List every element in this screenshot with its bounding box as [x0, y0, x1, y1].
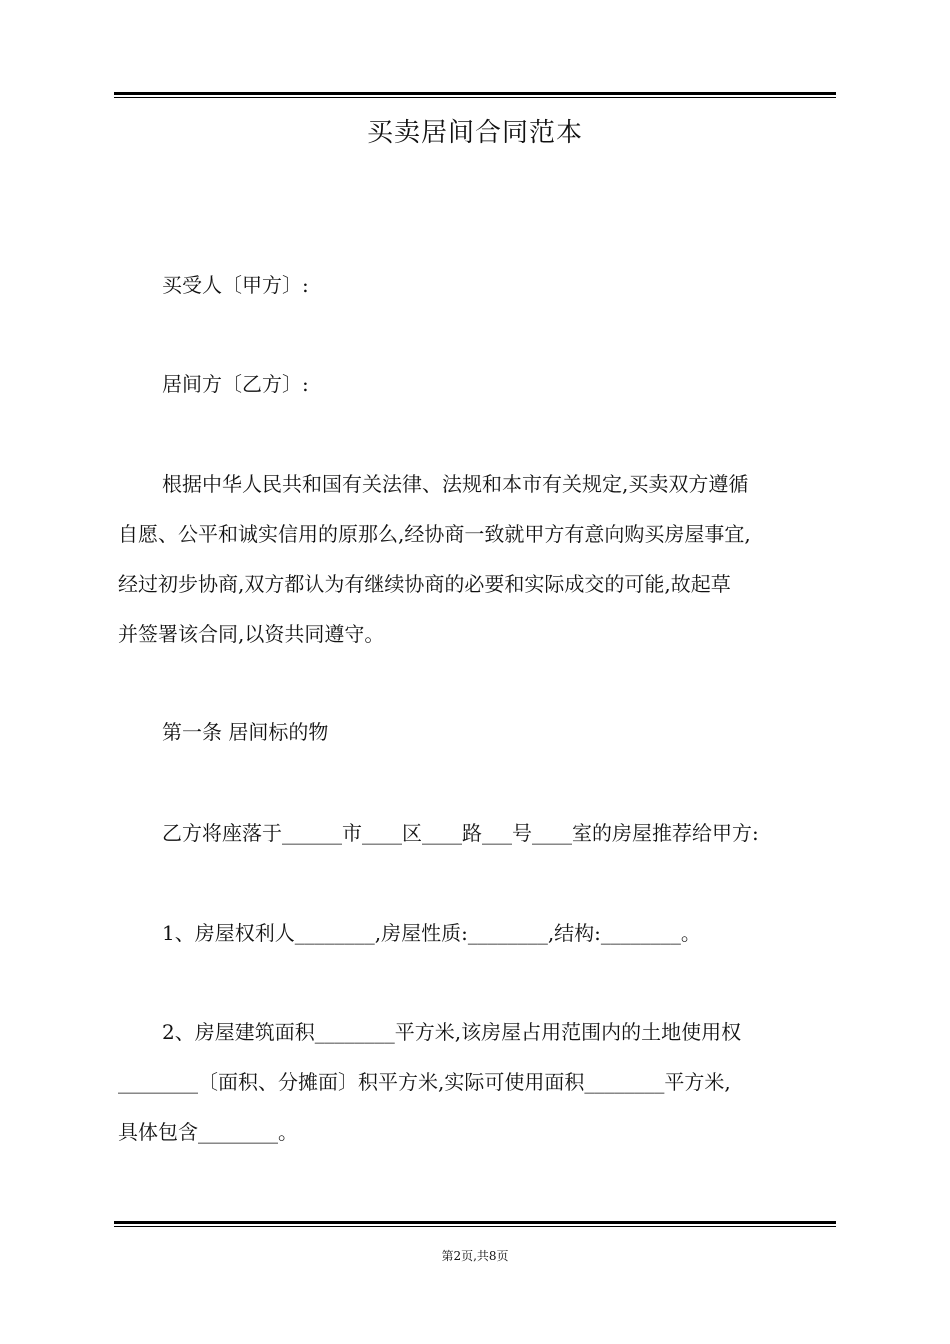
- header-divider: [114, 92, 836, 98]
- property-location-line: 乙方将座落于______市____区____路___号____室的房屋推荐给甲方:: [162, 821, 759, 845]
- document-title: 买卖居间合同范本: [366, 118, 583, 148]
- paragraph-line: 根据中华人民共和国有关法律、法规和本市有关规定,买卖双方遵循: [162, 472, 749, 496]
- paragraph-line: 2、房屋建筑面积________平方米,该房屋占用范围内的土地使用权: [162, 1020, 742, 1044]
- article-heading: 第一条 居间标的物: [162, 720, 329, 744]
- item-1-line: 1、房屋权利人________,房屋性质:________,结构:________。: [162, 921, 701, 945]
- footer-divider: [114, 1221, 836, 1227]
- page-number: 第2页,共8页: [441, 1249, 509, 1263]
- paragraph-line: 并签署该合同,以资共同遵守。: [118, 622, 385, 646]
- buyer-line: 买受人〔甲方〕:: [162, 273, 309, 297]
- paragraph-line: 自愿、公平和诚实信用的原那么,经协商一致就甲方有意向购买房屋事宜,: [118, 522, 751, 546]
- broker-line: 居间方〔乙方〕:: [162, 372, 309, 396]
- paragraph-line: 经过初步协商,双方都认为有继续协商的必要和实际成交的可能,故起草: [118, 572, 731, 596]
- paragraph-line: ________〔面积、分摊面〕积平方米,实际可使用面积________平方米,: [118, 1070, 731, 1094]
- paragraph-line: 具体包含________。: [118, 1120, 298, 1144]
